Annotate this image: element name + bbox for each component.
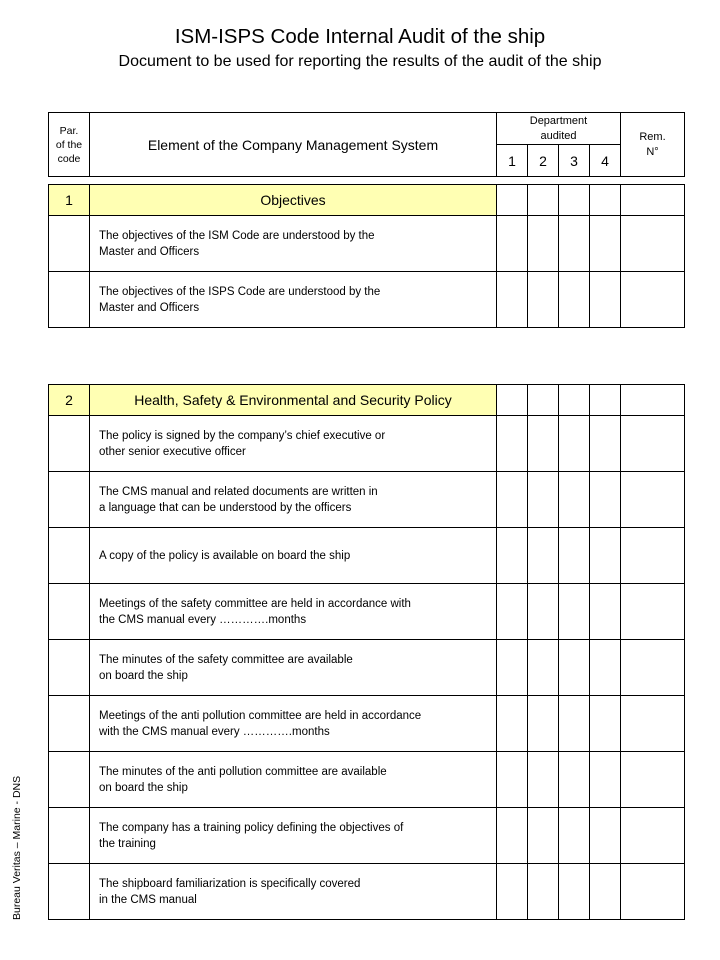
department-2-cell[interactable] (528, 584, 559, 640)
section-title: Health, Safety & Environmental and Security Policy (90, 385, 497, 416)
par-cell[interactable] (49, 696, 90, 752)
section-title: Objectives (90, 185, 497, 216)
department-4-cell[interactable] (590, 216, 621, 272)
department-2-cell[interactable] (528, 808, 559, 864)
rem-cell[interactable] (621, 472, 685, 528)
department-2-cell[interactable] (528, 528, 559, 584)
item-text: The CMS manual and related documents are written in a language that can be understood by the officers (90, 472, 497, 528)
table-row (49, 752, 685, 808)
department-1-cell[interactable] (497, 584, 528, 640)
item-text: The minutes of the safety committee are available on board the ship (90, 640, 497, 696)
department-3-cell[interactable] (559, 696, 590, 752)
department-number-2: 2 (528, 145, 559, 177)
department-4-cell[interactable] (590, 185, 621, 216)
department-4-cell[interactable] (590, 416, 621, 472)
department-3-cell[interactable] (559, 752, 590, 808)
par-cell[interactable] (49, 272, 90, 328)
department-4-cell[interactable] (590, 808, 621, 864)
department-3-cell[interactable] (559, 864, 590, 920)
table-row (49, 416, 685, 472)
department-4-cell[interactable] (590, 696, 621, 752)
par-cell[interactable] (49, 864, 90, 920)
department-2-cell[interactable] (528, 640, 559, 696)
rem-cell[interactable] (621, 808, 685, 864)
department-1-cell[interactable] (497, 528, 528, 584)
department-1-cell[interactable] (497, 416, 528, 472)
department-2-cell[interactable] (528, 416, 559, 472)
department-3-cell[interactable] (559, 808, 590, 864)
department-4-cell[interactable] (590, 864, 621, 920)
department-3-cell[interactable] (559, 640, 590, 696)
department-number-1: 1 (497, 145, 528, 177)
rem-column-header: Rem. N° (621, 113, 685, 177)
department-2-cell[interactable] (528, 752, 559, 808)
table-row (49, 808, 685, 864)
rem-cell[interactable] (621, 385, 685, 416)
department-4-cell[interactable] (590, 584, 621, 640)
table-row (49, 472, 685, 528)
department-4-cell[interactable] (590, 640, 621, 696)
table-row (49, 216, 685, 272)
department-1-cell[interactable] (497, 185, 528, 216)
table-row (49, 584, 685, 640)
rem-cell[interactable] (621, 752, 685, 808)
department-4-cell[interactable] (590, 385, 621, 416)
department-1-cell[interactable] (497, 640, 528, 696)
department-column-header: Department audited (497, 113, 621, 145)
par-cell[interactable] (49, 584, 90, 640)
department-4-cell[interactable] (590, 752, 621, 808)
department-3-cell[interactable] (559, 416, 590, 472)
department-3-cell[interactable] (559, 185, 590, 216)
department-4-cell[interactable] (590, 272, 621, 328)
department-1-cell[interactable] (497, 472, 528, 528)
section-number: 2 (49, 385, 90, 416)
section-header-row (49, 385, 685, 416)
section-header-row (49, 185, 685, 216)
department-1-cell[interactable] (497, 272, 528, 328)
department-2-cell[interactable] (528, 472, 559, 528)
rem-cell[interactable] (621, 584, 685, 640)
par-cell[interactable] (49, 416, 90, 472)
par-cell[interactable] (49, 752, 90, 808)
department-2-cell[interactable] (528, 864, 559, 920)
department-4-cell[interactable] (590, 528, 621, 584)
rem-cell[interactable] (621, 696, 685, 752)
rem-cell[interactable] (621, 864, 685, 920)
page-title: ISM-ISPS Code Internal Audit of the ship (174, 25, 546, 48)
department-2-cell[interactable] (528, 216, 559, 272)
department-2-cell[interactable] (528, 185, 559, 216)
column-header-table (48, 112, 685, 177)
department-3-cell[interactable] (559, 584, 590, 640)
department-3-cell[interactable] (559, 472, 590, 528)
department-1-cell[interactable] (497, 752, 528, 808)
table-row (49, 272, 685, 328)
par-cell[interactable] (49, 808, 90, 864)
rem-cell[interactable] (621, 640, 685, 696)
item-text: The policy is signed by the company’s chief executive or other senior executive officer (90, 416, 497, 472)
department-1-cell[interactable] (497, 385, 528, 416)
department-1-cell[interactable] (497, 216, 528, 272)
department-4-cell[interactable] (590, 472, 621, 528)
department-3-cell[interactable] (559, 528, 590, 584)
department-3-cell[interactable] (559, 216, 590, 272)
item-text: The minutes of the anti pollution committee are available on board the ship (90, 752, 497, 808)
table-row (49, 640, 685, 696)
par-column-header: Par. of the code (49, 113, 90, 177)
department-number-4: 4 (590, 145, 621, 177)
rem-cell[interactable] (621, 528, 685, 584)
table-row (49, 696, 685, 752)
department-1-cell[interactable] (497, 808, 528, 864)
rem-cell[interactable] (621, 216, 685, 272)
department-2-cell[interactable] (528, 385, 559, 416)
section-policy-table (48, 384, 685, 920)
section-number: 1 (49, 185, 90, 216)
item-text: The shipboard familiarization is specifically covered in the CMS manual (90, 864, 497, 920)
item-text: A copy of the policy is available on board the ship (90, 528, 497, 584)
department-3-cell[interactable] (559, 385, 590, 416)
rem-cell[interactable] (621, 416, 685, 472)
department-3-cell[interactable] (559, 272, 590, 328)
table-row (49, 864, 685, 920)
rem-cell[interactable] (621, 185, 685, 216)
element-column-header: Element of the Company Management System (90, 113, 497, 177)
page-subtitle: Document to be used for reporting the results of the audit of the ship (118, 53, 602, 70)
side-label: Bureau Veritas – Marine - DNS (11, 775, 23, 920)
rem-cell[interactable] (621, 272, 685, 328)
par-cell[interactable] (49, 216, 90, 272)
item-text: Meetings of the anti pollution committee are held in accordance with the CMS manual every ………….months (90, 696, 497, 752)
item-text: The objectives of the ISM Code are understood by the Master and Officers (90, 216, 497, 272)
table-row (49, 528, 685, 584)
item-text: Meetings of the safety committee are held in accordance with the CMS manual every ………….months (90, 584, 497, 640)
department-2-cell[interactable] (528, 272, 559, 328)
par-cell[interactable] (49, 528, 90, 584)
department-1-cell[interactable] (497, 696, 528, 752)
department-2-cell[interactable] (528, 696, 559, 752)
par-cell[interactable] (49, 472, 90, 528)
department-number-3: 3 (559, 145, 590, 177)
department-1-cell[interactable] (497, 864, 528, 920)
item-text: The objectives of the ISPS Code are understood by the Master and Officers (90, 272, 497, 328)
item-text: The company has a training policy defining the objectives of the training (90, 808, 497, 864)
section-objectives-table (48, 184, 685, 328)
par-cell[interactable] (49, 640, 90, 696)
